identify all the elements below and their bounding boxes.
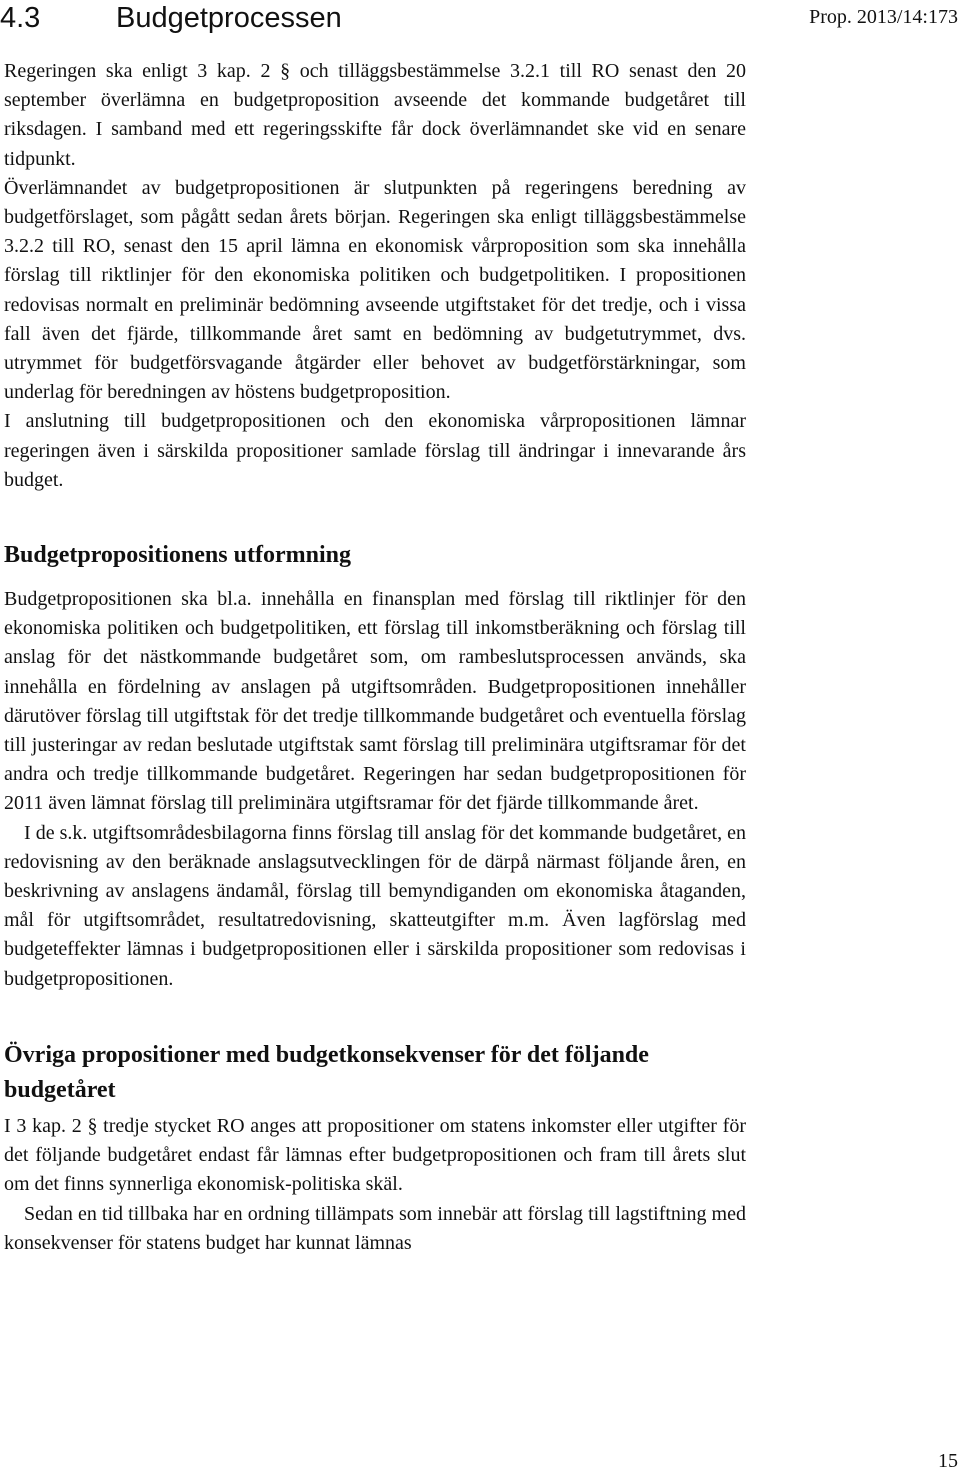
paragraph: I anslutning till budgetpropositionen och den ekonomiska vårpropositionen lämnar regeringen även i särskilda propositioner samlade förslag till ändringar i innevarande års budget. bbox=[4, 410, 746, 491]
paragraph: Sedan en tid tillbaka har en ordning tillämpats som innebär att förslag till lagstiftning med konsekvenser för statens budget har kunnat lämnas bbox=[4, 1202, 746, 1254]
subheading-ovriga-propositioner: Övriga propositioner med budgetkonsekvenser för det följande budgetåret bbox=[4, 1041, 649, 1103]
section-number: 4.3 bbox=[0, 2, 41, 34]
section-heading bbox=[0, 0, 342, 36]
proposition-reference: Prop. 2013/14:173 bbox=[809, 6, 958, 28]
page-header bbox=[0, 0, 960, 40]
subheading-budgetpropositionens-utformning: Budgetpropositionens utformning bbox=[4, 542, 351, 569]
document-body bbox=[4, 57, 746, 1258]
section-title-text: Budgetprocessen bbox=[116, 2, 342, 34]
paragraph: Budgetpropositionen ska bl.a. innehålla en finansplan med förslag till riktlinjer för den ekonomiska politiken och budgetpolitiken, ett förslag till inkomstberäkning och förslag till anslag för det nästkommande budgetåret som, om rambeslutsprocessen används, ska innehålla en fördelning av anslagen på utgiftsområden. Budgetpropositionen innehåller därutöver förslag till utgiftstak för det tredje tillkommande budgetåret och eventuella förslag till justeringar av redan beslutade utgiftstak samt förslag till preliminära utgiftsramar för det andra och tredje tillkommande budgetåret. Regeringen har sedan budgetpropositionen för 2011 även lämnat förslag till preliminära utgiftsramar för det fjärde tillkommande året. bbox=[4, 588, 746, 815]
paragraph: I 3 kap. 2 § tredje stycket RO anges att propositioner om statens inkomster eller utgifter för det följande budgetåret endast får lämnas efter budgetpropositionen och fram till årets slut om det finns synnerliga ekonomisk-politiska skäl. bbox=[4, 1114, 746, 1196]
page-number: 15 bbox=[938, 1450, 958, 1472]
paragraph: I de s.k. utgiftsområdesbilagorna finns förslag till anslag för det kommande budgetåret, en redovisning av den beräknade anslagsutvecklingen för de därpå närmast följande åren, en beskrivning av anslagens ändamål, förslag till bemyndiganden om ekonomiska åtaganden, mål för utgiftsområdet, resultatredovisning, skatteutgifter m.m. Även lagförslag med budgeteffekter lämnas i budgetpropositionen eller i särskilda propositioner som redovisas i budgetpropositionen. bbox=[4, 821, 746, 990]
paragraph: Överlämnandet av budgetpropositionen är slutpunkten på regeringens beredning av budgetförslaget, som pågått sedan årets början. Regeringen ska enligt tilläggsbestämmelse 3.2.2 till RO, senast den 15 april lämna en ekonomisk vårproposition som ska innehålla förslag till riktlinjer för den ekonomiska politiken och budgetpolitiken. I propositionen redovisas normalt en preliminär bedömning avseende utgiftstaket för det tredje, och i vissa fall även det fjärde, tillkommande året samt en bedömning av budgetutrymmet, dvs. utrymmet för budgetförsvagande åtgärder eller behovet av budgetförstärkningar, som underlag för beredningen av höstens budgetproposition. bbox=[4, 176, 746, 404]
paragraph: Regeringen ska enligt 3 kap. 2 § och tilläggsbestämmelse 3.2.1 till RO senast den 20 september överlämna en budgetproposition avseende det kommande budgetåret till riksdagen. I samband med ett regeringsskifte får dock överlämnandet ske vid en senare tidpunkt. bbox=[4, 60, 746, 170]
